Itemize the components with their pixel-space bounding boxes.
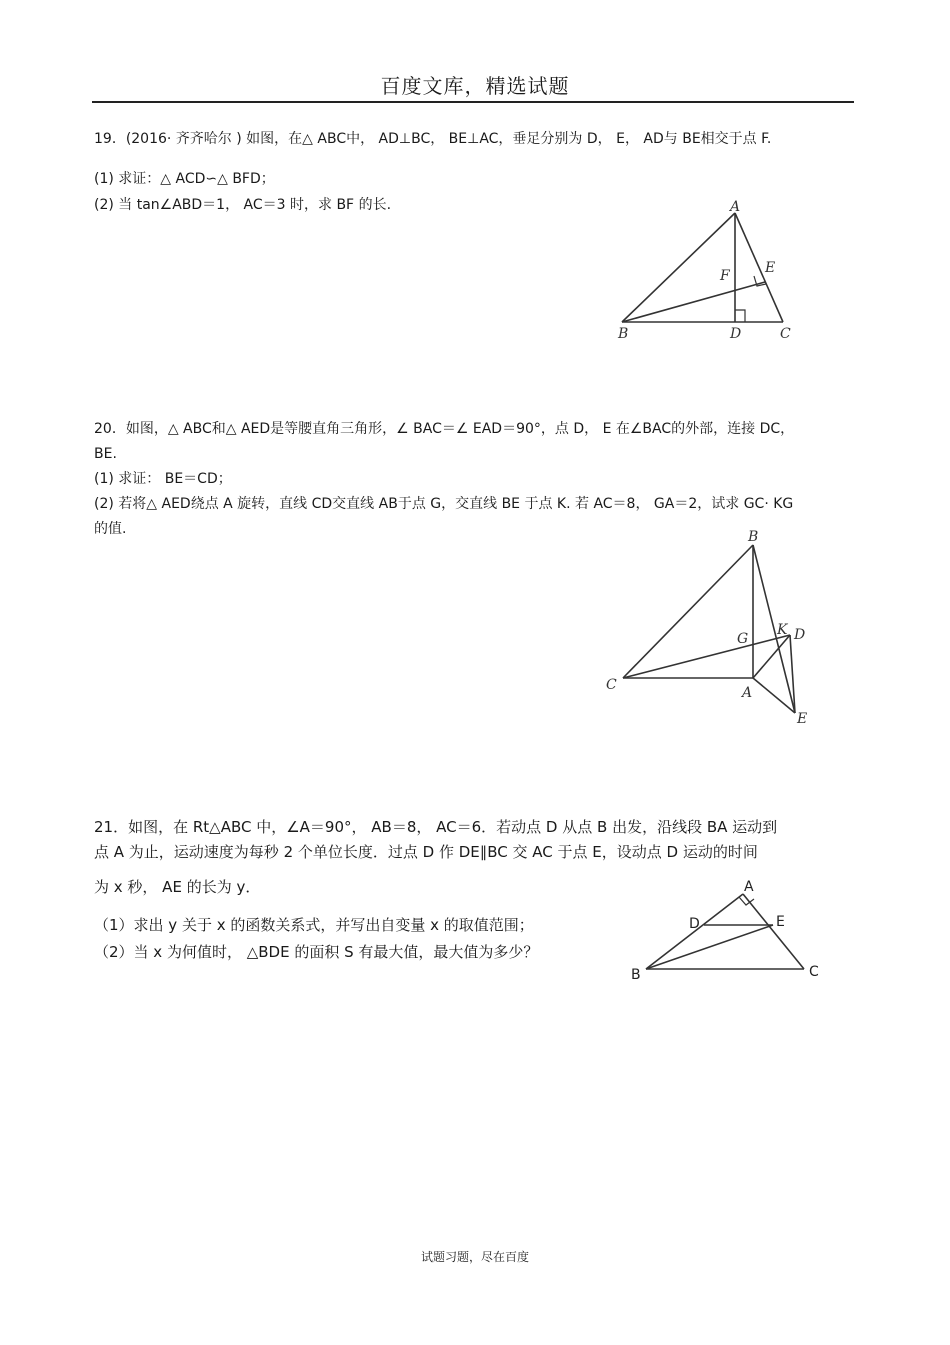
q20-label-a: A: [742, 685, 753, 701]
q20-stem-line2: BE.: [94, 446, 117, 462]
q20-segment-cb: [623, 545, 753, 678]
q20-segment-ae: [753, 678, 795, 713]
q19-label-e: E: [765, 260, 776, 276]
page-title: 百度文库，精选试题: [380, 74, 570, 98]
q19-label-d: D: [730, 326, 742, 342]
q20-part2-line1: (2) 若将△ AED绕点 A 旋转，直线 CD交直线 AB于点 G，交直线 BE 于点 K. 若 AC＝8， GA＝2，试求 GC· KG: [94, 496, 794, 512]
q21-part2: （2）当 x 为何值时， △BDE 的面积 S 有最大值，最大值为多少？: [94, 943, 539, 961]
q20-label-d: D: [794, 627, 806, 643]
q20-label-k: K: [777, 622, 788, 638]
q20-label-c: C: [606, 677, 617, 693]
q20-figure: [600, 525, 820, 734]
q20-segment-cd: [623, 635, 790, 678]
q21-label-d: D: [689, 916, 700, 932]
q21-label-a: A: [744, 879, 754, 895]
q21-segment-be: [646, 925, 773, 969]
q20-label-b: B: [748, 529, 759, 545]
q20-segment-be: [753, 545, 795, 713]
q20-stem-line1: 20．如图，△ ABC和△ AED是等腰直角三角形，∠ BAC＝∠ EAD＝90°，点 D， E 在∠BAC的外部，连接 DC，: [94, 421, 795, 437]
q21-label-e: E: [776, 914, 785, 930]
q20-label-e: E: [797, 711, 808, 727]
q19-label-c: C: [780, 326, 791, 342]
q21-stem-line1: 21．如图，在 Rt△ABC 中，∠A＝90°， AB＝8， AC＝6．若动点 D 从点 B 出发，沿线段 BA 运动到: [94, 818, 778, 836]
q19-segment-ac: [735, 213, 783, 322]
q21-label-c: C: [809, 964, 819, 980]
page-footer: 试题习题，尽在百度: [420, 1250, 529, 1264]
q21-stem-line3: 为 x 秒， AE 的长为 y．: [94, 878, 261, 896]
q19-part2: (2) 当 tan∠ABD＝1， AC＝3 时，求 BF 的长.: [94, 197, 392, 213]
q21-part1: （1）求出 y 关于 x 的函数关系式，并写出自变量 x 的取值范围；: [94, 916, 534, 934]
q19-label-b: B: [618, 326, 629, 342]
q19-part1: (1) 求证：△ ACD∽△ BFD；: [94, 171, 275, 187]
q20-label-g: G: [737, 631, 749, 647]
q20-part1: (1) 求证： BE＝CD；: [94, 471, 232, 487]
q20-part2-line2: 的值.: [94, 521, 127, 537]
q19-label-a: A: [730, 199, 741, 215]
header-divider: [92, 101, 854, 103]
q21-label-b: B: [631, 967, 641, 983]
q21-figure: [625, 875, 830, 989]
q19-figure: [610, 198, 810, 350]
q19-right-angle-d: [735, 310, 745, 322]
q19-label-f: F: [720, 268, 730, 284]
q19-stem: 19．(2016· 齐齐哈尔 ) 如图，在△ ABC中， AD⊥BC， BE⊥AC，垂足分别为 D， E， AD与 BE相交于点 F.: [94, 131, 772, 147]
q21-stem-line2: 点 A 为止，运动速度为每秒 2 个单位长度．过点 D 作 DE∥BC 交 AC 于点 E，设动点 D 运动的时间: [94, 843, 758, 861]
